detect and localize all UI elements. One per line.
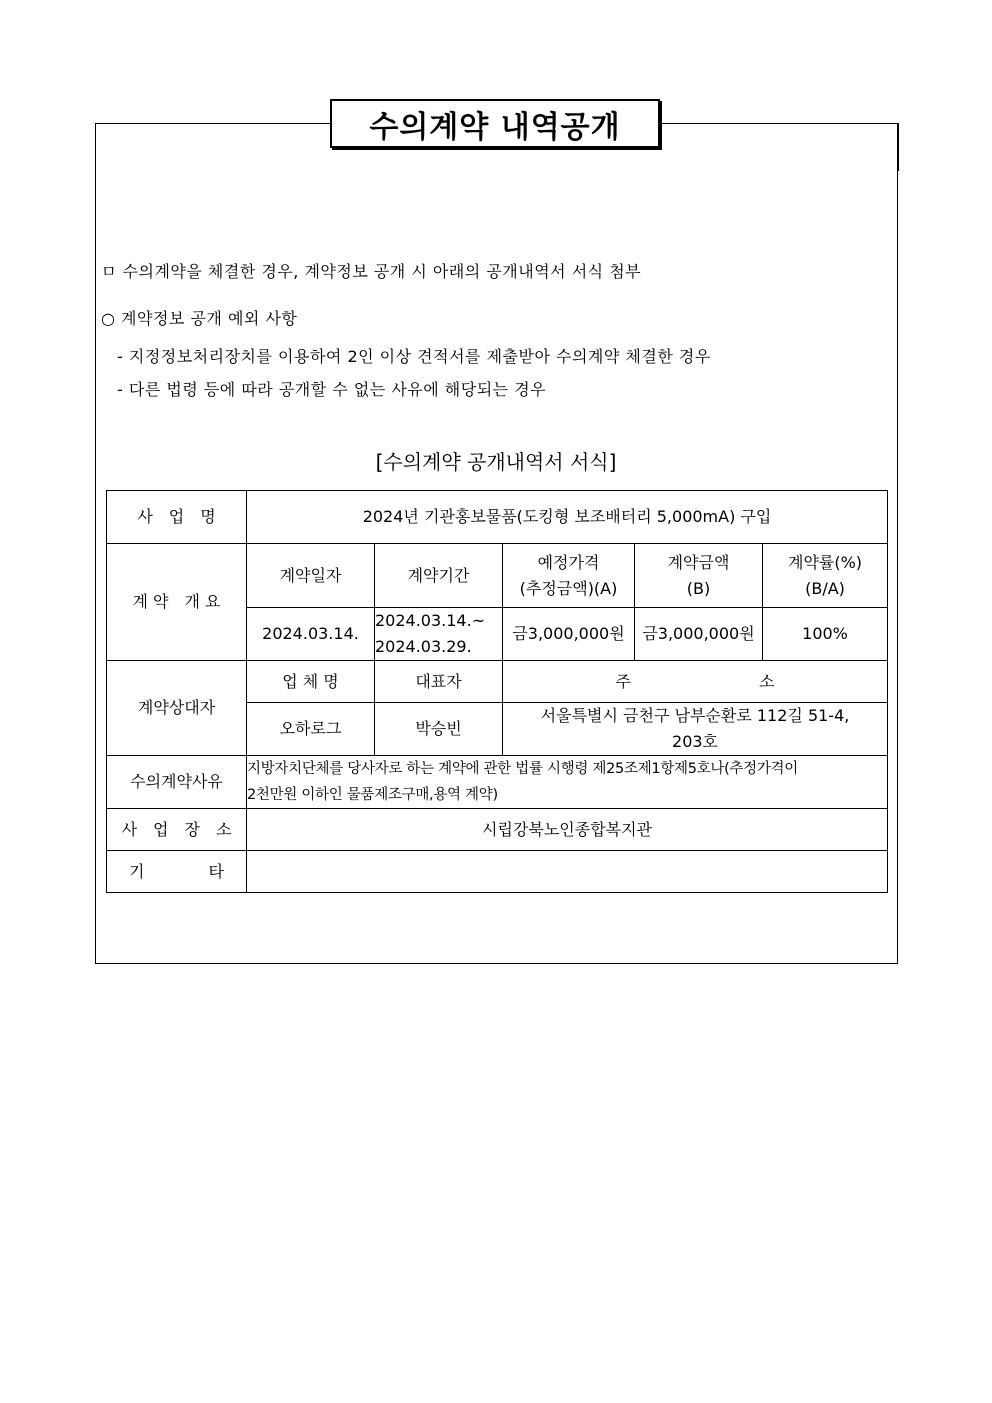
etc-row (107, 851, 888, 893)
reason-row (107, 756, 888, 809)
page-title: 수의계약 내역공개 (330, 99, 660, 148)
contract-amount-header-line1: 계약금액 (667, 552, 730, 572)
project-name-label: 사 업 명 (107, 491, 247, 544)
overview-label: 계 약 개 요 (107, 544, 247, 661)
contract-date-value: 2024.03.14. (247, 608, 375, 661)
exception-item-1: - 지정정보처리장치를 이용하여 2인 이상 견적서를 제출받아 수의계약 체결한 경우 (117, 347, 711, 366)
project-name-row (107, 491, 888, 544)
contract-period-end: 2024.03.29. (375, 637, 472, 656)
contract-rate-value: 100% (763, 608, 888, 661)
reason-label: 수의계약사유 (107, 756, 247, 809)
contract-rate-header-line1: 계약률(%) (787, 552, 863, 572)
address-line2: 203호 (672, 732, 719, 751)
representative-value: 박승빈 (375, 703, 503, 756)
etc-value (247, 851, 888, 893)
contract-amount-header-line2: (B) (686, 578, 711, 598)
address-value (503, 703, 888, 756)
counterparty-header-row (107, 661, 888, 703)
contract-amount-header (635, 544, 763, 608)
reason-line2: 2천만원 이하인 물품제조구매,용역 계약) (247, 787, 498, 803)
exception-heading: ○ 계약정보 공개 예외 사항 (101, 309, 298, 328)
contract-rate-header (763, 544, 888, 608)
contract-date-header: 계약일자 (247, 544, 375, 608)
reason-line1: 지방자치단체를 당사자로 하는 계약에 관한 법률 시행령 제25조제1항제5호나(추정가격이 (247, 761, 798, 777)
contract-period-value (375, 608, 503, 661)
contract-amount-value: 금3,000,000원 (635, 608, 763, 661)
frame-corner-mark (897, 123, 899, 171)
address-header: 주 소 (503, 661, 888, 703)
representative-header: 대표자 (375, 661, 503, 703)
location-value: 시립강북노인종합복지관 (247, 809, 888, 851)
estimated-price-header-line1: 예정가격 (537, 552, 600, 572)
notice-main: ㅁ 수의계약을 체결한 경우, 계약정보 공개 시 아래의 공개내역서 서식 첨부 (101, 262, 642, 281)
overview-header-row (107, 544, 888, 608)
estimated-price-header-line2: (추정금액)(A) (519, 578, 618, 598)
disclosure-table (106, 490, 888, 893)
exception-item-2: - 다른 법령 등에 따라 공개할 수 없는 사유에 해당되는 경우 (117, 380, 547, 399)
project-name-value: 2024년 기관홍보물품(도킹형 보조배터리 5,000mA) 구입 (247, 491, 888, 544)
location-row (107, 809, 888, 851)
contract-period-header: 계약기간 (375, 544, 503, 608)
contract-period-start: 2024.03.14.~ (375, 611, 486, 630)
estimated-price-header (503, 544, 635, 608)
company-name-value: 오하로그 (247, 703, 375, 756)
location-label: 사 업 장 소 (107, 809, 247, 851)
estimated-price-value: 금3,000,000원 (503, 608, 635, 661)
form-title: [수의계약 공개내역서 서식] (375, 450, 617, 474)
counterparty-label: 계약상대자 (107, 661, 247, 756)
address-line1: 서울특별시 금천구 남부순환로 112길 51-4, (540, 706, 850, 725)
reason-value (247, 756, 888, 809)
contract-rate-header-line2: (B/A) (805, 578, 845, 598)
company-name-header: 업 체 명 (247, 661, 375, 703)
etc-label: 기 타 (107, 851, 247, 893)
